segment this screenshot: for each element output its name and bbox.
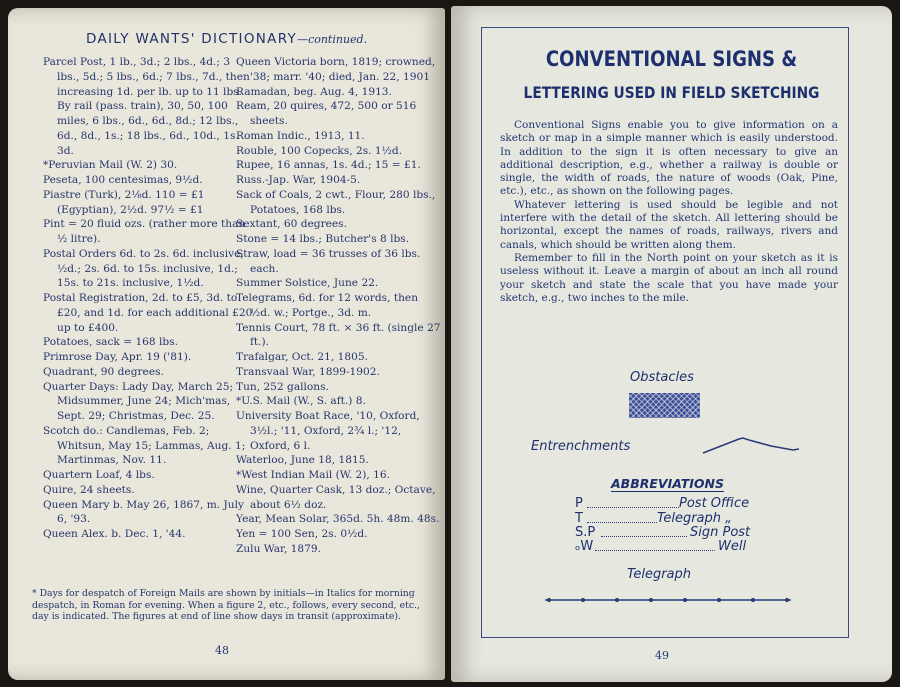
dictionary-entry: *West Indian Mail (W. 2), 16.: [236, 469, 391, 481]
abbreviation-key: S.P: [575, 525, 596, 540]
dictionary-entry: Stone = 14 lbs.; Butcher's 8 lbs.: [236, 233, 410, 245]
telegraph-label: Telegraph: [627, 567, 691, 582]
abbreviation-row: [575, 539, 775, 554]
dictionary-entry: Potatoes, sack = 168 lbs.: [43, 336, 179, 349]
abbreviation-row: [575, 525, 775, 540]
page-number-left: 48: [215, 644, 229, 657]
abbreviations-title: ABBREVIATIONS: [611, 476, 724, 491]
dictionary-entry: Summer Solstice, June 22.: [236, 277, 379, 290]
dictionary-entry: Sextant, 60 degrees.: [236, 218, 347, 231]
dictionary-entry: Transvaal War, 1899-1902.: [236, 365, 380, 378]
entrenchments-sign: [701, 434, 801, 456]
dictionary-entry: Peseta, 100 centesimas, 9½d.: [43, 174, 203, 186]
abbreviation-row: [575, 496, 775, 511]
dictionary-entry: Roman Indic., 1913, 11.: [236, 129, 365, 142]
dictionary-entry: Quarter Days: Lady Day, March 25; Midsummer, June 24; Mich'mas, Sept. 29; Christmas, Dec. 25.: [43, 380, 234, 422]
obstacles-sign: [629, 393, 700, 418]
dictionary-entry: Tennis Court, 78 ft. × 36 ft. (single 27 ft.).: [236, 321, 441, 349]
dictionary-entry: Tun, 252 gallons.: [236, 380, 329, 393]
dictionary-entry: Queen Mary b. May 26, 1867, m. July 6, '93.: [43, 498, 244, 526]
title-continued: —continued.: [297, 33, 368, 46]
abbreviation-row: [575, 511, 775, 526]
dictionary-entry: Zulu War, 1879.: [236, 542, 322, 555]
dictionary-entry: Postal Orders 6d. to 2s. 6d. inclusive, ½d.; 2s. 6d. to 15s. inclusive, 1d.; 15s. to 21s. inclusive, 1½d.: [43, 247, 244, 290]
dictionary-entry: Queen Alex. b. Dec. 1, '44.: [43, 528, 186, 540]
dictionary-entry: Quadrant, 90 degrees.: [43, 365, 164, 378]
dictionary-entry: Telegrams, 6d. for 12 words, then ½d. w.; Portge., 3d. m.: [236, 292, 419, 319]
abbreviation-value: Well: [718, 539, 747, 554]
left-page: [8, 8, 445, 680]
abbreviation-key: ₒW: [575, 539, 594, 554]
dictionary-entry: *Peruvian Mail (W. 2) 30.: [43, 159, 178, 172]
dictionary-entry: Quartern Loaf, 4 lbs.: [43, 469, 155, 481]
dotted-leader: [587, 522, 657, 523]
telegraph-sign: [543, 594, 793, 606]
dictionary-column-a: [43, 55, 253, 542]
dictionary-entry: Russ.-Jap. War, 1904-5.: [236, 174, 361, 186]
conventional-signs-subtitle: LETTERING USED IN FIELD SKETCHING: [523, 83, 820, 102]
dictionary-entry: Parcel Post, 1 lb., 3d.; 2 lbs., 4d.; 3 lbs., 5d.; 5 lbs., 6d.; 7 lbs., 7d., then increasing 1d. per lb. up to 11 lbs. By rail (pass. train), 30, 50, 100 miles, 6 lbs., 6d., 6d., 8d.; 12 lbs., 6d., 8d., 1s.; 18 lbs., 6d., 10d., 1s. 3d.: [43, 56, 250, 157]
dictionary-entry: Piastre (Turk), 2⅛d. 110 = £1 (Egyptian), 2½d. 97½ = £1: [43, 188, 205, 216]
dictionary-entry: Rouble, 100 Copecks, 2s. 1½d.: [236, 144, 403, 157]
paragraph: Conventional Signs enable you to give information on a sketch or map in a simple manner which is easily understood. In addition to the sign it is often necessary to give an additional description, e.g., whether a railway is double or single, the width of roads, the nature of woods (Oak, Pine, etc.), etc., as shown on the following pages.: [500, 119, 838, 198]
dictionary-entry: Year, Mean Solar, 365d. 5h. 48m. 48s.: [236, 513, 440, 526]
page-number-right: 49: [655, 649, 669, 662]
dictionary-entry: Scotch do.: Candlemas, Feb. 2; Whitsun, May 15; Lammas, Aug. 1; Martinmas, Nov. 11.: [43, 424, 246, 467]
dictionary-entry: Postal Registration, 2d. to £5, 3d. to £20, and 1d. for each additional £20 up to £400.: [43, 292, 253, 334]
footnote: * Days for despatch of Foreign Mails are shown by initials—in Italics for morning despatch, in Roman for evening. When a figure 2, etc., follows, every second, etc., day is indicated. The figures at end of line show days in transit (approximate).: [32, 588, 420, 623]
paragraph: Remember to fill in the North point on your sketch as it is useless without it. Leave a margin of about an inch all round your sketch and state the scale that you have made your sketch, e.g., two inches to the mile.: [500, 251, 838, 304]
dictionary-entry: Quire, 24 sheets.: [43, 483, 135, 496]
dictionary-entry: Sack of Coals, 2 cwt., Flour, 280 lbs., Potatoes, 168 lbs.: [236, 188, 436, 216]
intro-text: [500, 119, 838, 305]
entrenchments-label: Entrenchments: [531, 439, 631, 454]
dictionary-entry: Trafalgar, Oct. 21, 1805.: [236, 351, 368, 363]
abbreviation-value: Post Office: [679, 496, 750, 511]
dictionary-entry: Waterloo, June 18, 1815.: [236, 454, 369, 467]
dictionary-entry: Rupee, 16 annas, 1s. 4d.; 15 = £1.: [236, 159, 421, 172]
dictionary-entry: Queen Victoria born, 1819; crowned, '38; marr. '40; died, Jan. 22, 1901: [236, 56, 436, 83]
dictionary-entry: Pint = 20 fluid ozs. (rather more than ½ litre).: [43, 218, 246, 245]
dictionary-column-b: [236, 55, 441, 557]
abbreviation-value: Telegraph „: [657, 511, 732, 526]
conventional-signs-title: CONVENTIONAL SIGNS &: [545, 47, 798, 71]
dotted-leader: [595, 550, 715, 551]
dictionary-title: DAILY WANTS' DICTIONARY: [86, 31, 298, 47]
paragraph: Whatever lettering is used should be legible and not interfere with the detail of the sketch. All lettering should be horizontal, except the names of roads, railways, rivers and canals, which should be written along them.: [500, 198, 838, 251]
dotted-leader: [587, 507, 679, 508]
dictionary-entry: Yen = 100 Sen, 2s. 0½d.: [236, 528, 368, 540]
dictionary-entry: University Boat Race, '10, Oxford, 3½l.; '11, Oxford, 2¾ l.; '12, Oxford, 6 l.: [236, 410, 420, 452]
dictionary-entry: Primrose Day, Apr. 19 ('81).: [43, 351, 192, 363]
abbreviation-value: Sign Post: [690, 525, 751, 540]
right-page: [451, 6, 892, 682]
abbreviation-key: P: [575, 496, 583, 511]
left-page-title: [86, 31, 367, 47]
dictionary-entry: Wine, Quarter Cask, 13 doz.; Octave, about 6½ doz.: [236, 483, 436, 511]
dictionary-entry: Straw, load = 36 trusses of 36 lbs. each.: [236, 247, 421, 275]
obstacles-label: Obstacles: [630, 370, 694, 385]
dictionary-entry: Ramadan, beg. Aug. 4, 1913.: [236, 85, 392, 98]
dotted-leader: [601, 536, 687, 537]
dictionary-entry: Ream, 20 quires, 472, 500 or 516 sheets.: [236, 100, 417, 127]
dictionary-entry: *U.S. Mail (W., S. aft.) 8.: [236, 395, 366, 408]
abbreviation-key: T: [575, 511, 583, 526]
